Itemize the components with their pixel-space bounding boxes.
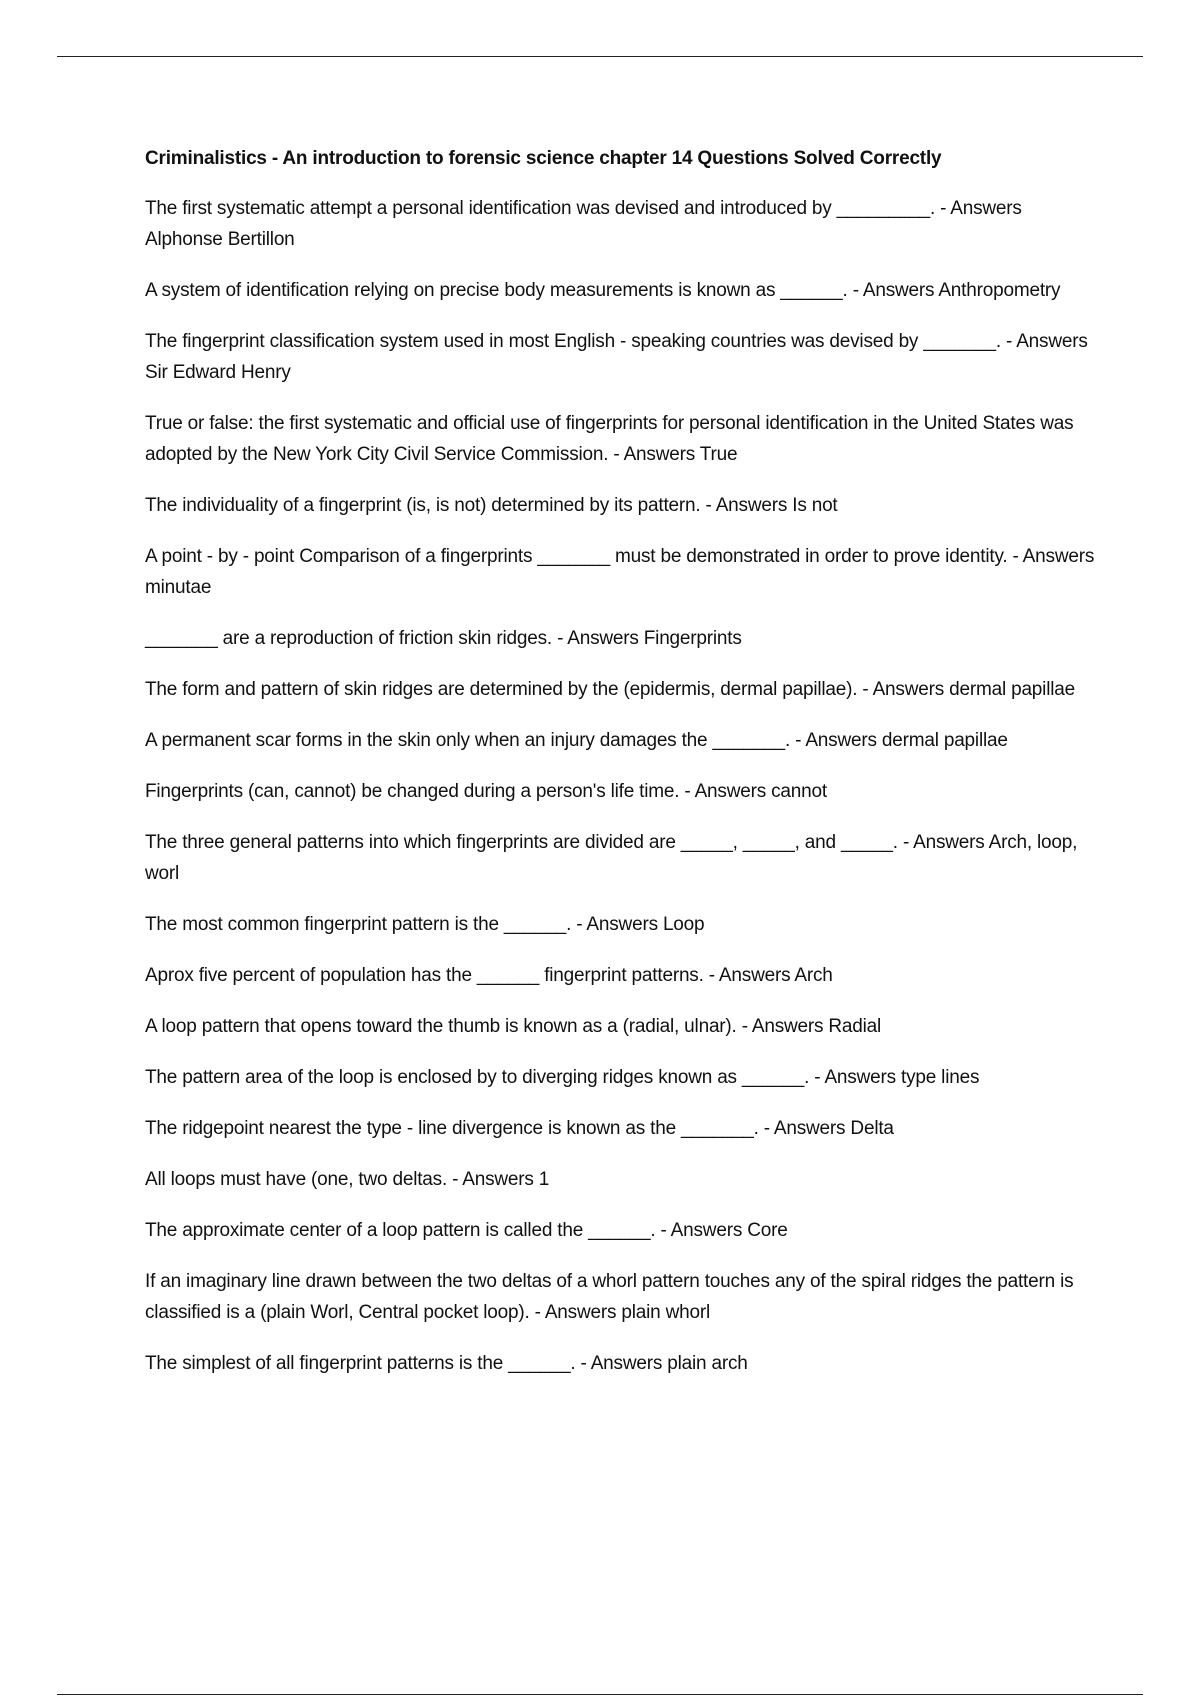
question-answer-item: The approximate center of a loop pattern is called the ______. - Answers Core (145, 1220, 788, 1241)
question-answer-item: The form and pattern of skin ridges are determined by the (epidermis, dermal papillae). - Answers dermal papillae (145, 679, 1075, 700)
question-answer-item: Aprox five percent of population has the ______ fingerprint patterns. - Answers Arch (145, 965, 833, 986)
question-answer-item: The fingerprint classification system used in most English - speaking countries was devised by _______. - Answers Sir Edward Henry (145, 331, 1088, 383)
question-answer-item: A permanent scar forms in the skin only when an injury damages the _______. - Answers dermal papillae (145, 730, 1008, 751)
document-body (145, 145, 1095, 1399)
question-answer-item: A point - by - point Comparison of a fingerprints _______ must be demonstrated in order to prove identity. - Answers minutae (145, 546, 1095, 598)
top-rule (57, 56, 1143, 57)
question-answer-item: All loops must have (one, two deltas. - Answers 1 (145, 1169, 550, 1190)
question-answer-item: The three general patterns into which fingerprints are divided are _____, _____, and _____. - Answers Arch, loop, worl (145, 832, 1078, 884)
question-answer-item: _______ are a reproduction of friction skin ridges. - Answers Fingerprints (145, 628, 742, 649)
question-answer-item: Fingerprints (can, cannot) be changed during a person's life time. - Answers cannot (145, 781, 827, 802)
question-answer-item: The simplest of all fingerprint patterns is the ______. - Answers plain arch (145, 1353, 748, 1374)
question-answer-item: The most common fingerprint pattern is the ______. - Answers Loop (145, 914, 705, 935)
question-answer-item: True or false: the first systematic and official use of fingerprints for personal identification in the United States was adopted by the New York City Civil Service Commission. - Answers True (145, 413, 1074, 465)
question-answer-list (145, 193, 1095, 1379)
document-title: Criminalistics - An introduction to forensic science chapter 14 Questions Solved Correctly (145, 148, 942, 169)
question-answer-item: A loop pattern that opens toward the thumb is known as a (radial, ulnar). - Answers Radial (145, 1016, 882, 1037)
question-answer-item: If an imaginary line drawn between the two deltas of a whorl pattern touches any of the spiral ridges the pattern is classified is a (plain Worl, Central pocket loop). - Answers plain whorl (145, 1271, 1074, 1323)
question-answer-item: The ridgepoint nearest the type - line divergence is known as the _______. - Answers Delta (145, 1118, 894, 1139)
question-answer-item: The pattern area of the loop is enclosed by to diverging ridges known as ______. - Answers type lines (145, 1067, 980, 1088)
bottom-rule (57, 1694, 1143, 1695)
question-answer-item: The individuality of a fingerprint (is, is not) determined by its pattern. - Answers Is not (145, 495, 838, 516)
question-answer-item: The first systematic attempt a personal identification was devised and introduced by _________. - Answers Alphonse Bertillon (145, 198, 1022, 250)
question-answer-item: A system of identification relying on precise body measurements is known as ______. - Answers Anthropometry (145, 280, 1061, 301)
